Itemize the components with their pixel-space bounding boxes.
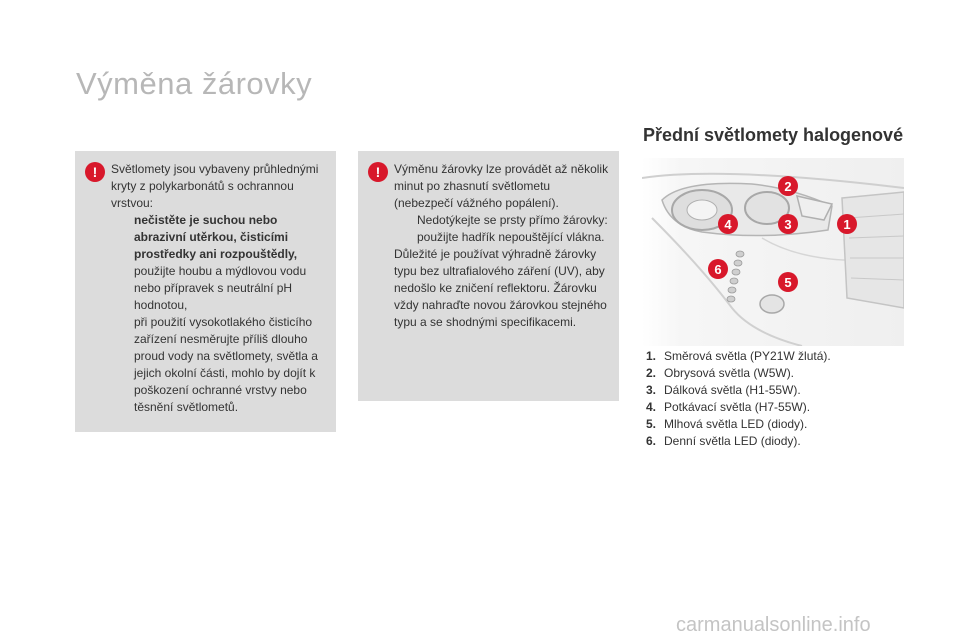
legend-text: Denní světla LED (diody). (664, 434, 801, 448)
callout-6-label: 6 (714, 262, 722, 277)
warning-item (111, 212, 328, 263)
callout-2 (778, 176, 798, 196)
callout-3-label: 3 (784, 217, 792, 232)
warning-item (111, 263, 328, 314)
callout-1 (837, 214, 857, 234)
callout-4 (718, 214, 738, 234)
legend-number: 4. (646, 400, 657, 414)
warning-icon: ! (85, 162, 105, 182)
legend-number: 3. (646, 383, 657, 397)
callout-1-label: 1 (843, 217, 851, 232)
page-title: Výměna žárovky (76, 66, 313, 101)
warning-intro: Světlomety jsou vybaveny průhlednými kryty z polykarbonátů s ochrannou vrstvou: (111, 162, 319, 210)
section-title: Přední světlomety halogenové (643, 125, 904, 145)
warning-intro: Výměnu žárovky lze provádět až několik minut po zhasnutí světlometu (nebezpečí vážného popálení). (394, 162, 609, 210)
warning-outro: Důležité je používat výhradně žárovky typu bez ultrafialového záření (UV), aby nedošlo ke zničení reflektoru. Žárovku vždy nahraďte novou žárovkou stejného typu a se shodnými specifikacemi. (394, 247, 607, 329)
legend-number: 1. (646, 349, 657, 363)
warning-item-text: použijte houbu a mýdlovou vodu nebo přípravek s neutrální pH hodnotou, (134, 264, 307, 312)
callout-5-label: 5 (784, 275, 792, 290)
warning-box-bulb (358, 151, 619, 401)
warning-box-cleaning (75, 151, 336, 432)
legend-number: 6. (646, 434, 657, 448)
callout-2-label: 2 (784, 179, 792, 194)
legend-item (646, 348, 831, 365)
legend-text: Dálková světla (H1-55W). (664, 383, 801, 397)
headlight-diagram (642, 158, 904, 346)
legend-number: 5. (646, 417, 657, 431)
warning-icon: ! (368, 162, 388, 182)
fog-light-lens (760, 295, 784, 313)
legend-number: 2. (646, 366, 657, 380)
warning-item (111, 314, 328, 416)
legend-text: Mlhová světla LED (diody). (664, 417, 808, 431)
legend-item (646, 365, 831, 382)
legend-item (646, 433, 831, 450)
warning-item-text: Nedotýkejte se prsty přímo žárovky: použijte hadřík nepouštějící vlákna. (417, 213, 608, 244)
legend-text: Směrová světla (PY21W žlutá). (664, 349, 831, 363)
warning-text (394, 161, 611, 331)
legend-item (646, 399, 831, 416)
warning-text (111, 161, 328, 416)
warning-item-text: při použití vysokotlakého čisticího zařízení nesměrujte příliš dlouho proud vody na světlomety, světla a jejich okolní části, mohlo by dojít k poškození ochranné vrstvy nebo těsnění světlometů. (134, 315, 318, 414)
low-beam-bulb (687, 200, 717, 220)
legend-item (646, 382, 831, 399)
callout-5 (778, 272, 798, 292)
bulb-legend (646, 348, 831, 450)
watermark: carmanualsonline.info (676, 614, 871, 636)
legend-text: Potkávací světla (H7-55W). (664, 400, 811, 414)
callout-3 (778, 214, 798, 234)
callout-4-label: 4 (724, 217, 732, 232)
grille (842, 192, 904, 308)
legend-item (646, 416, 831, 433)
callout-6 (708, 259, 728, 279)
legend-text: Obrysová světla (W5W). (664, 366, 795, 380)
warning-item-text: nečistěte je suchou nebo abrazivní utěrkou, čisticími prostředky ani rozpouštědly, (134, 213, 298, 261)
warning-item (394, 212, 611, 246)
